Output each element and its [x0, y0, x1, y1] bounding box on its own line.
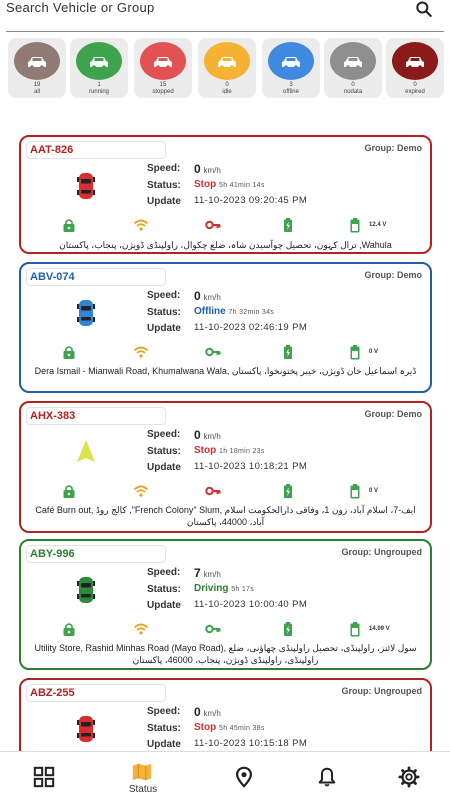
- filter-count: 19: [33, 82, 41, 88]
- speed-value: 0: [194, 428, 201, 442]
- speed-unit: km/h: [203, 709, 221, 718]
- car-red-icon: [75, 714, 97, 744]
- battery-icon: [347, 217, 363, 233]
- update-row: [147, 195, 308, 207]
- map-icon: [131, 761, 153, 783]
- vehicle-plate: ABY-996: [26, 545, 166, 563]
- status-label: Status:: [147, 446, 181, 457]
- lock-icon: [61, 344, 77, 360]
- status-value: Offline: [194, 306, 226, 317]
- car-icon: [281, 55, 301, 69]
- car-blue-icon: [75, 298, 97, 328]
- vehicle-card[interactable]: [19, 262, 432, 393]
- vehicle-address: ترال کہون، تحصیل چوآسیدن شاہ، ضلع چکوال، راولپنڈی ڈویژن، پنجاب، پاکستان ,Wahula: [59, 240, 392, 250]
- status-value: Stop: [194, 722, 217, 733]
- filter-count: 1: [97, 82, 101, 88]
- charging-icon: [280, 621, 296, 637]
- update-label: Update: [147, 196, 181, 207]
- status-label: Status:: [147, 180, 181, 191]
- filter-expired[interactable]: [386, 38, 444, 98]
- nav-status[interactable]: [98, 752, 188, 800]
- vehicle-card[interactable]: [19, 401, 432, 533]
- update-label: Update: [147, 462, 181, 473]
- nav-status-label: Status: [128, 784, 158, 795]
- vehicle-group: Group: Demo: [364, 143, 422, 153]
- update-row: [147, 322, 308, 334]
- speed-value: 7: [194, 566, 201, 580]
- speed-value: 0: [194, 705, 201, 719]
- search-icon[interactable]: [414, 0, 434, 20]
- battery-icon: [347, 483, 363, 499]
- car-icon: [89, 55, 109, 69]
- status-duration: 5h 41min 14s: [219, 182, 265, 189]
- vehicle-group: Group: Demo: [364, 409, 422, 419]
- signal-icon: [133, 217, 149, 233]
- nav-settings[interactable]: [365, 752, 450, 800]
- arrow-yellow-icon: [75, 437, 97, 467]
- charging-icon: [280, 344, 296, 360]
- ignition-key-icon: [205, 621, 221, 637]
- vehicle-address: Café Burn out, کالج روڈ ,"French Colony" Slum, ایف-7، اسلام آباد، زون 1، وفاقی دارالحکومت اسلام آباد، 44000، پاکستان: [35, 505, 416, 527]
- telemetry-icons: [61, 483, 421, 503]
- status-row: [147, 179, 265, 191]
- car-icon: [27, 55, 47, 69]
- status-value: Driving: [194, 583, 229, 594]
- gear-icon: [398, 766, 420, 788]
- update-label: Update: [147, 739, 181, 750]
- charging-icon: [280, 217, 296, 233]
- filter-circle: [392, 42, 438, 80]
- speed-unit: km/h: [203, 432, 221, 441]
- vehicle-address: Utility Store, Rashid Minhas Road (Mayo Road), سول لائنز، راولپنڈی، تحصیل راولپنڈی چھاؤنی، ضلع راولپنڈی، راولپنڈی ڈویژن، پنجاب، 46000، پاکستان: [34, 643, 417, 665]
- update-time: 11-10-2023 10:18:21 PM: [194, 461, 308, 472]
- speed-unit: km/h: [203, 293, 221, 302]
- filter-idle[interactable]: [198, 38, 256, 98]
- filter-offline[interactable]: [262, 38, 320, 98]
- filter-label: offline: [283, 89, 299, 95]
- filter-running[interactable]: [70, 38, 128, 98]
- status-duration: 1h 18min 23s: [219, 448, 265, 455]
- speed-row: [147, 566, 221, 580]
- battery-voltage: 14.09 V: [369, 626, 390, 632]
- vehicle-group: Group: Ungrouped: [341, 547, 422, 557]
- update-row: [147, 461, 308, 473]
- search-bar[interactable]: [6, 0, 444, 32]
- filter-count: 0: [351, 82, 355, 88]
- search-input[interactable]: Search Vehicle or Group: [6, 0, 155, 15]
- speed-label: Speed:: [147, 429, 181, 440]
- filter-all[interactable]: [8, 38, 66, 98]
- vehicle-plate: ABZ-255: [26, 684, 166, 702]
- update-time: 11-10-2023 09:20:45 PM: [194, 195, 308, 206]
- vehicle-plate: ABV-074: [26, 268, 166, 286]
- update-row: [147, 738, 308, 750]
- filter-circle: [76, 42, 122, 80]
- filter-count: 3: [289, 82, 293, 88]
- nav-dashboard[interactable]: [0, 752, 90, 800]
- battery-voltage: 0 V: [369, 349, 379, 355]
- status-label: Status:: [147, 723, 181, 734]
- nav-location[interactable]: [200, 752, 290, 800]
- update-label: Update: [147, 323, 181, 334]
- filter-count: 15: [159, 82, 167, 88]
- status-row: [147, 306, 275, 318]
- filter-label: idle: [222, 89, 232, 95]
- speed-label: Speed:: [147, 567, 181, 578]
- filter-circle: [268, 42, 314, 80]
- vehicle-card[interactable]: [19, 539, 432, 670]
- speed-row: [147, 162, 221, 176]
- speed-row: [147, 289, 221, 303]
- status-row: [147, 722, 265, 734]
- status-value: Stop: [194, 445, 217, 456]
- speed-value: 0: [194, 162, 201, 176]
- speed-label: Speed:: [147, 290, 181, 301]
- filter-count: 0: [225, 82, 229, 88]
- vehicle-group: Group: Ungrouped: [341, 686, 422, 696]
- charging-icon: [280, 483, 296, 499]
- status-duration: 5h 17s: [231, 586, 255, 593]
- filter-label: nodata: [343, 89, 363, 95]
- nav-notifications[interactable]: [283, 752, 373, 800]
- signal-icon: [133, 344, 149, 360]
- speed-label: Speed:: [147, 706, 181, 717]
- update-time: 11-10-2023 10:15:18 PM: [194, 738, 308, 749]
- bottom-nav: [0, 751, 450, 800]
- ignition-key-icon: [205, 217, 221, 233]
- location-pin-icon: [233, 766, 255, 788]
- speed-unit: km/h: [203, 570, 221, 579]
- car-icon: [217, 55, 237, 69]
- update-time: 11-10-2023 02:46:19 PM: [194, 322, 308, 333]
- status-row: [147, 445, 265, 457]
- filter-circle: [140, 42, 186, 80]
- lock-icon: [61, 483, 77, 499]
- status-filter-bar: [4, 38, 450, 100]
- status-label: Status:: [147, 584, 181, 595]
- ignition-key-icon: [205, 344, 221, 360]
- car-icon: [405, 55, 425, 69]
- status-duration: 7h 32min 34s: [228, 309, 275, 316]
- battery-icon: [347, 344, 363, 360]
- car-green-icon: [75, 575, 97, 605]
- filter-stopped[interactable]: [134, 38, 192, 98]
- update-row: [147, 599, 308, 611]
- filter-label: stopped: [152, 89, 174, 95]
- vehicle-card[interactable]: [19, 135, 432, 254]
- status-label: Status:: [147, 307, 181, 318]
- battery-icon: [347, 621, 363, 637]
- dashboard-icon: [33, 766, 55, 788]
- signal-icon: [133, 483, 149, 499]
- telemetry-icons: [61, 344, 421, 364]
- vehicle-plate: AHX-383: [26, 407, 166, 425]
- car-red-icon: [75, 171, 97, 201]
- status-row: [147, 583, 255, 595]
- speed-row: [147, 705, 221, 719]
- bell-icon: [316, 766, 338, 788]
- vehicle-group: Group: Demo: [364, 270, 422, 280]
- filter-nodata[interactable]: [324, 38, 382, 98]
- lock-icon: [61, 217, 77, 233]
- signal-icon: [133, 621, 149, 637]
- speed-value: 0: [194, 289, 201, 303]
- filter-label: expired: [405, 89, 425, 95]
- filter-circle: [204, 42, 250, 80]
- speed-row: [147, 428, 221, 442]
- filter-circle: [14, 42, 60, 80]
- vehicle-plate: AAT-826: [26, 141, 166, 159]
- car-icon: [343, 55, 363, 69]
- update-label: Update: [147, 600, 181, 611]
- ignition-key-icon: [205, 483, 221, 499]
- filter-circle: [330, 42, 376, 80]
- telemetry-icons: [61, 217, 421, 237]
- filter-count: 0: [413, 82, 417, 88]
- car-icon: [153, 55, 173, 69]
- update-time: 11-10-2023 10:00:40 PM: [194, 599, 308, 610]
- speed-unit: km/h: [203, 166, 221, 175]
- battery-voltage: 0 V: [369, 488, 379, 494]
- vehicle-address: Dera Ismail - Mianwali Road, Khumalwana Wala, ڈیرہ اسماعیل خان ڈویژن، خیبر پختونخوا، پاکستان: [34, 366, 417, 376]
- battery-voltage: 12.4 V: [369, 222, 387, 228]
- lock-icon: [61, 621, 77, 637]
- status-value: Stop: [194, 179, 217, 190]
- speed-label: Speed:: [147, 163, 181, 174]
- filter-label: running: [88, 89, 109, 95]
- telemetry-icons: [61, 621, 421, 641]
- status-duration: 5h 45min 38s: [219, 725, 265, 732]
- filter-label: all: [33, 89, 40, 95]
